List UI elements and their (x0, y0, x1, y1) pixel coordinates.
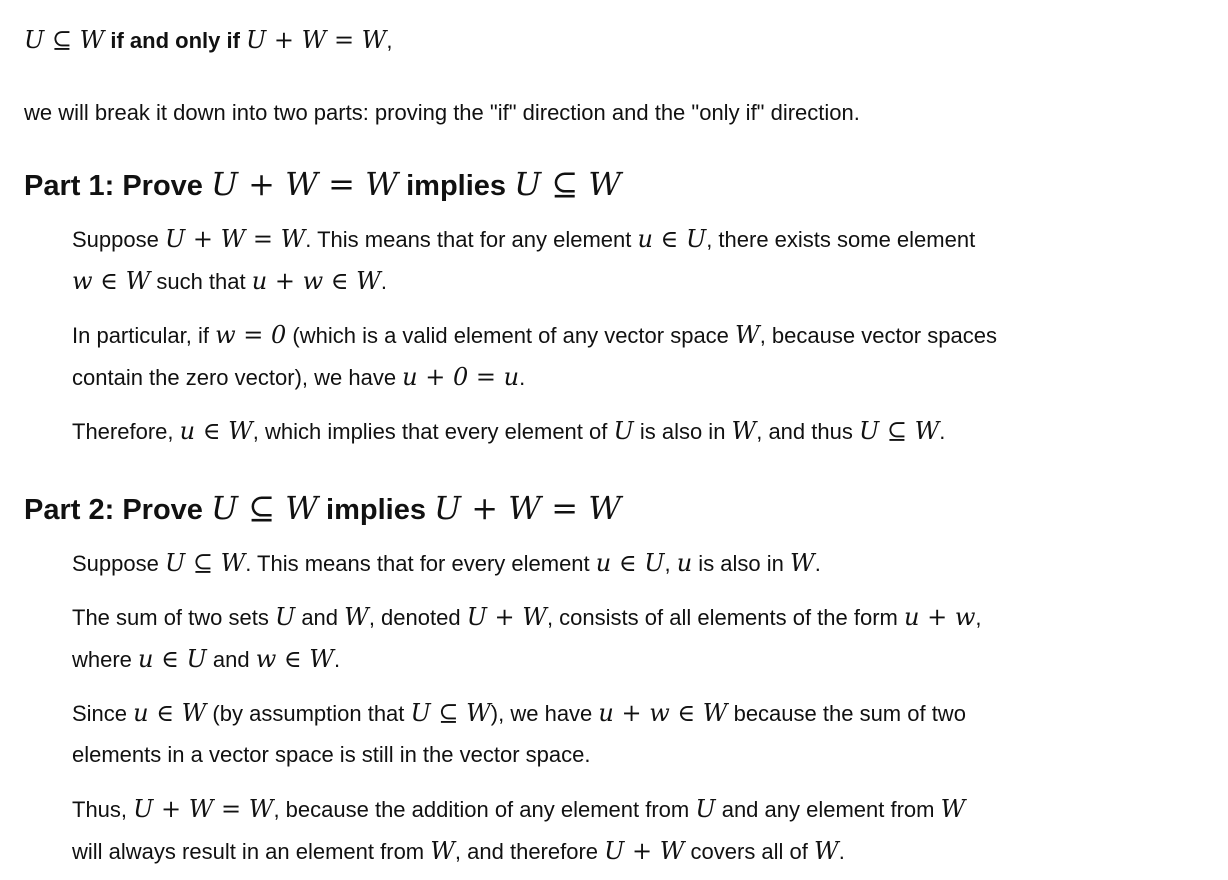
paragraph-text: contain the zero vector), we have (72, 365, 403, 390)
part1-p3-line1 (72, 417, 945, 446)
paragraph-text: , which implies that every element of (252, 419, 614, 444)
paragraph-text: is also in (692, 551, 791, 576)
math-expression: u + w ∈ W (251, 267, 381, 295)
math-expression: U ⊆ W (164, 549, 246, 577)
math-expression: u ∈ U (637, 225, 707, 253)
math-expression: u + 0 = u (402, 363, 520, 391)
paragraph-text: (by assumption that (206, 701, 411, 726)
paragraph-text: is also in (633, 419, 732, 444)
paragraph-text: Suppose (72, 551, 165, 576)
math-expression: U ⊆ W (24, 26, 105, 54)
math-expression: U + W (466, 603, 547, 631)
heading-text: implies (318, 494, 435, 526)
math-expression: u + w (904, 603, 976, 631)
math-expression: U + W (604, 837, 685, 865)
part1-p1-line2 (72, 267, 387, 296)
math-expression: u ∈ W (133, 699, 207, 727)
paragraph-text: , (664, 551, 677, 576)
paragraph-text: Therefore, (72, 419, 180, 444)
paragraph-text: . (939, 419, 946, 444)
statement-text: , (386, 28, 393, 53)
part1-p1-line1 (72, 225, 975, 254)
paragraph-text: In particular, if (72, 323, 216, 348)
statement-line (24, 26, 392, 55)
paragraph-text: will always result in an element from (72, 839, 431, 864)
paragraph-text: , and thus (756, 419, 859, 444)
math-expression: W (940, 795, 966, 823)
paragraph-text: (which is a valid element of any vector space (286, 323, 736, 348)
paragraph-text: such that (150, 269, 252, 294)
paragraph-text: , because the addition of any element from (273, 797, 696, 822)
paragraph-text: . This means that for every element (245, 551, 596, 576)
math-expression: u + w ∈ W (598, 699, 728, 727)
math-expression: U ⊆ W (410, 699, 491, 727)
paragraph-text: . (519, 365, 526, 390)
paragraph-text: . (838, 839, 845, 864)
math-expression: u ∈ U (138, 645, 207, 673)
paragraph-text: , there exists some element (706, 227, 976, 252)
paragraph-text: . (380, 269, 387, 294)
math-expression: U (695, 795, 716, 823)
part1-p2-line2 (72, 363, 525, 392)
part2-heading (24, 490, 621, 528)
paragraph-text: ), we have (490, 701, 599, 726)
paragraph-text: Since (72, 701, 134, 726)
paragraph-text: The sum of two sets (72, 605, 275, 630)
math-expression: W (790, 549, 815, 577)
math-expression: W (430, 837, 455, 865)
part2-p3-line1 (72, 699, 966, 728)
math-expression: u ∈ U (595, 549, 665, 577)
part2-p3-line2: elements in a vector space is still in the vector space. (72, 742, 591, 767)
part1-p2-line1 (72, 321, 997, 350)
part2-p4-line2 (72, 837, 845, 866)
math-expression: U + W = W (164, 225, 306, 253)
paragraph-text: covers all of (684, 839, 815, 864)
math-expression: U ⊆ W (858, 417, 940, 445)
heading-label: Part 2: Prove (24, 494, 211, 526)
part2-p2-line1 (72, 603, 982, 632)
part2-p2-line2 (72, 645, 340, 674)
math-expression: W (344, 603, 369, 631)
intro-paragraph: we will break it down into two parts: proving the "if" direction and the "only if" direction. (24, 100, 860, 125)
part2-p4-line1 (72, 795, 965, 824)
math-expression: U ⊆ W (514, 165, 622, 203)
paragraph-text: and (206, 647, 256, 672)
math-expression: w ∈ W (72, 267, 151, 295)
math-expression: U (613, 417, 634, 445)
part1-heading (24, 166, 621, 204)
paragraph-text: Thus, (72, 797, 134, 822)
paragraph-text: , consists of all elements of the form (546, 605, 904, 630)
math-expression: W (814, 837, 839, 865)
math-expression: W (731, 417, 757, 445)
statement-text: if and only if (104, 28, 247, 53)
math-expression: u (676, 549, 693, 577)
paragraph-text: and (295, 605, 345, 630)
math-expression: w ∈ W (255, 645, 334, 673)
math-expression: U + W = W (210, 165, 399, 203)
paragraph-text: . (333, 647, 341, 672)
math-expression: U (274, 603, 296, 631)
paragraph-text: and any element from (715, 797, 941, 822)
math-expression: U ⊆ W (210, 489, 318, 527)
paragraph-text: , (975, 605, 982, 630)
heading-text: implies (398, 170, 515, 202)
paragraph-text: , denoted (368, 605, 467, 630)
paragraph-text: , and therefore (454, 839, 605, 864)
math-expression: w = 0 (215, 321, 287, 349)
paragraph-text: , because vector spaces (759, 323, 997, 348)
paragraph-text: . This means that for any element (305, 227, 638, 252)
math-expression: U + W = W (434, 489, 622, 527)
part2-p1-line1 (72, 549, 821, 578)
paragraph-text: where (72, 647, 139, 672)
paragraph-text: . (814, 551, 821, 576)
paragraph-text: Suppose (72, 227, 165, 252)
paragraph-text: because the sum of two (727, 701, 966, 726)
heading-label: Part 1: Prove (24, 170, 211, 202)
math-expression: U + W = W (246, 26, 387, 54)
math-expression: U + W = W (133, 795, 274, 823)
math-expression: W (735, 321, 760, 349)
math-expression: u ∈ W (179, 417, 253, 445)
